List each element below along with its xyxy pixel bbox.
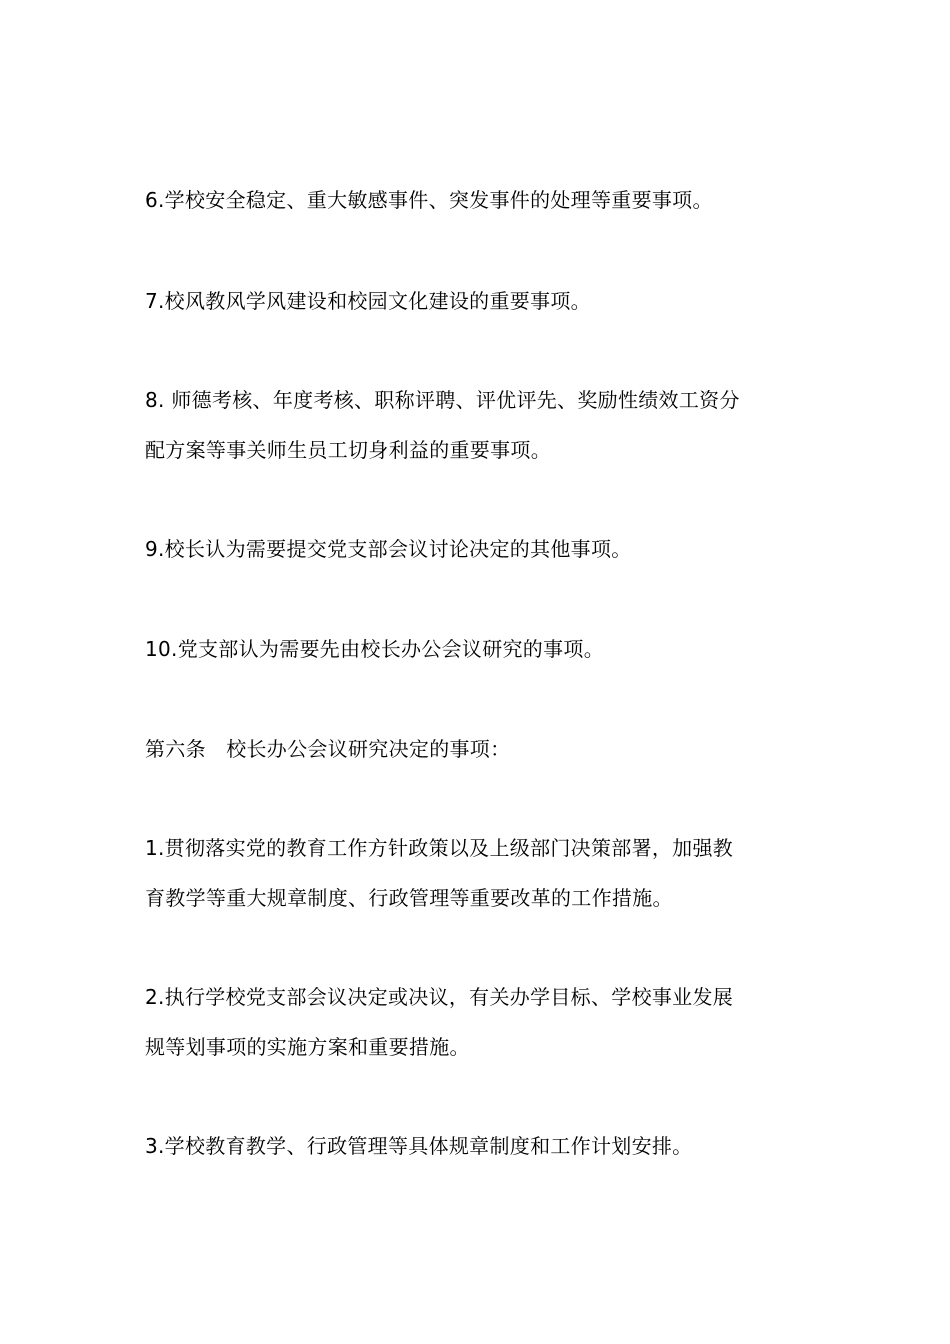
paragraph-line: 10.党支部认为需要先由校长办公会议研究的事项。	[145, 637, 605, 661]
paragraph-line: 8. 师德考核、年度考核、职称评聘、评优评先、奖励性绩效工资分	[145, 388, 740, 412]
paragraph-line: 1.贯彻落实党的教育工作方针政策以及上级部门决策部署，加强教	[145, 836, 734, 860]
paragraph-item-9	[145, 524, 810, 574]
paragraph-line: 配方案等事关师生员工切身利益的重要事项。	[145, 438, 551, 462]
paragraph-line: 规等划事项的实施方案和重要措施。	[145, 1035, 470, 1059]
paragraph-item-7	[145, 276, 810, 326]
paragraph-line: 2.执行学校党支部会议决定或决议，有关办学目标、学校事业发展	[145, 985, 734, 1009]
paragraph-line: 育教学等重大规章制度、行政管理等重要改革的工作措施。	[145, 886, 673, 910]
paragraph-line: 6.学校安全稳定、重大敏感事件、突发事件的处理等重要事项。	[145, 188, 713, 212]
article-heading-text: 第六条 校长办公会议研究决定的事项：	[145, 737, 511, 761]
paragraph-item-3	[145, 1121, 810, 1171]
paragraph-item-8	[145, 375, 810, 475]
article-heading	[145, 724, 810, 774]
paragraph-item-10	[145, 624, 810, 674]
paragraph-item-1	[145, 823, 810, 923]
paragraph-line: 3.学校教育教学、行政管理等具体规章制度和工作计划安排。	[145, 1134, 693, 1158]
paragraph-item-2	[145, 972, 810, 1072]
paragraph-item-6	[145, 175, 810, 225]
paragraph-line: 9.校长认为需要提交党支部会议讨论决定的其他事项。	[145, 537, 632, 561]
paragraph-line: 7.校风教风学风建设和校园文化建设的重要事项。	[145, 289, 591, 313]
